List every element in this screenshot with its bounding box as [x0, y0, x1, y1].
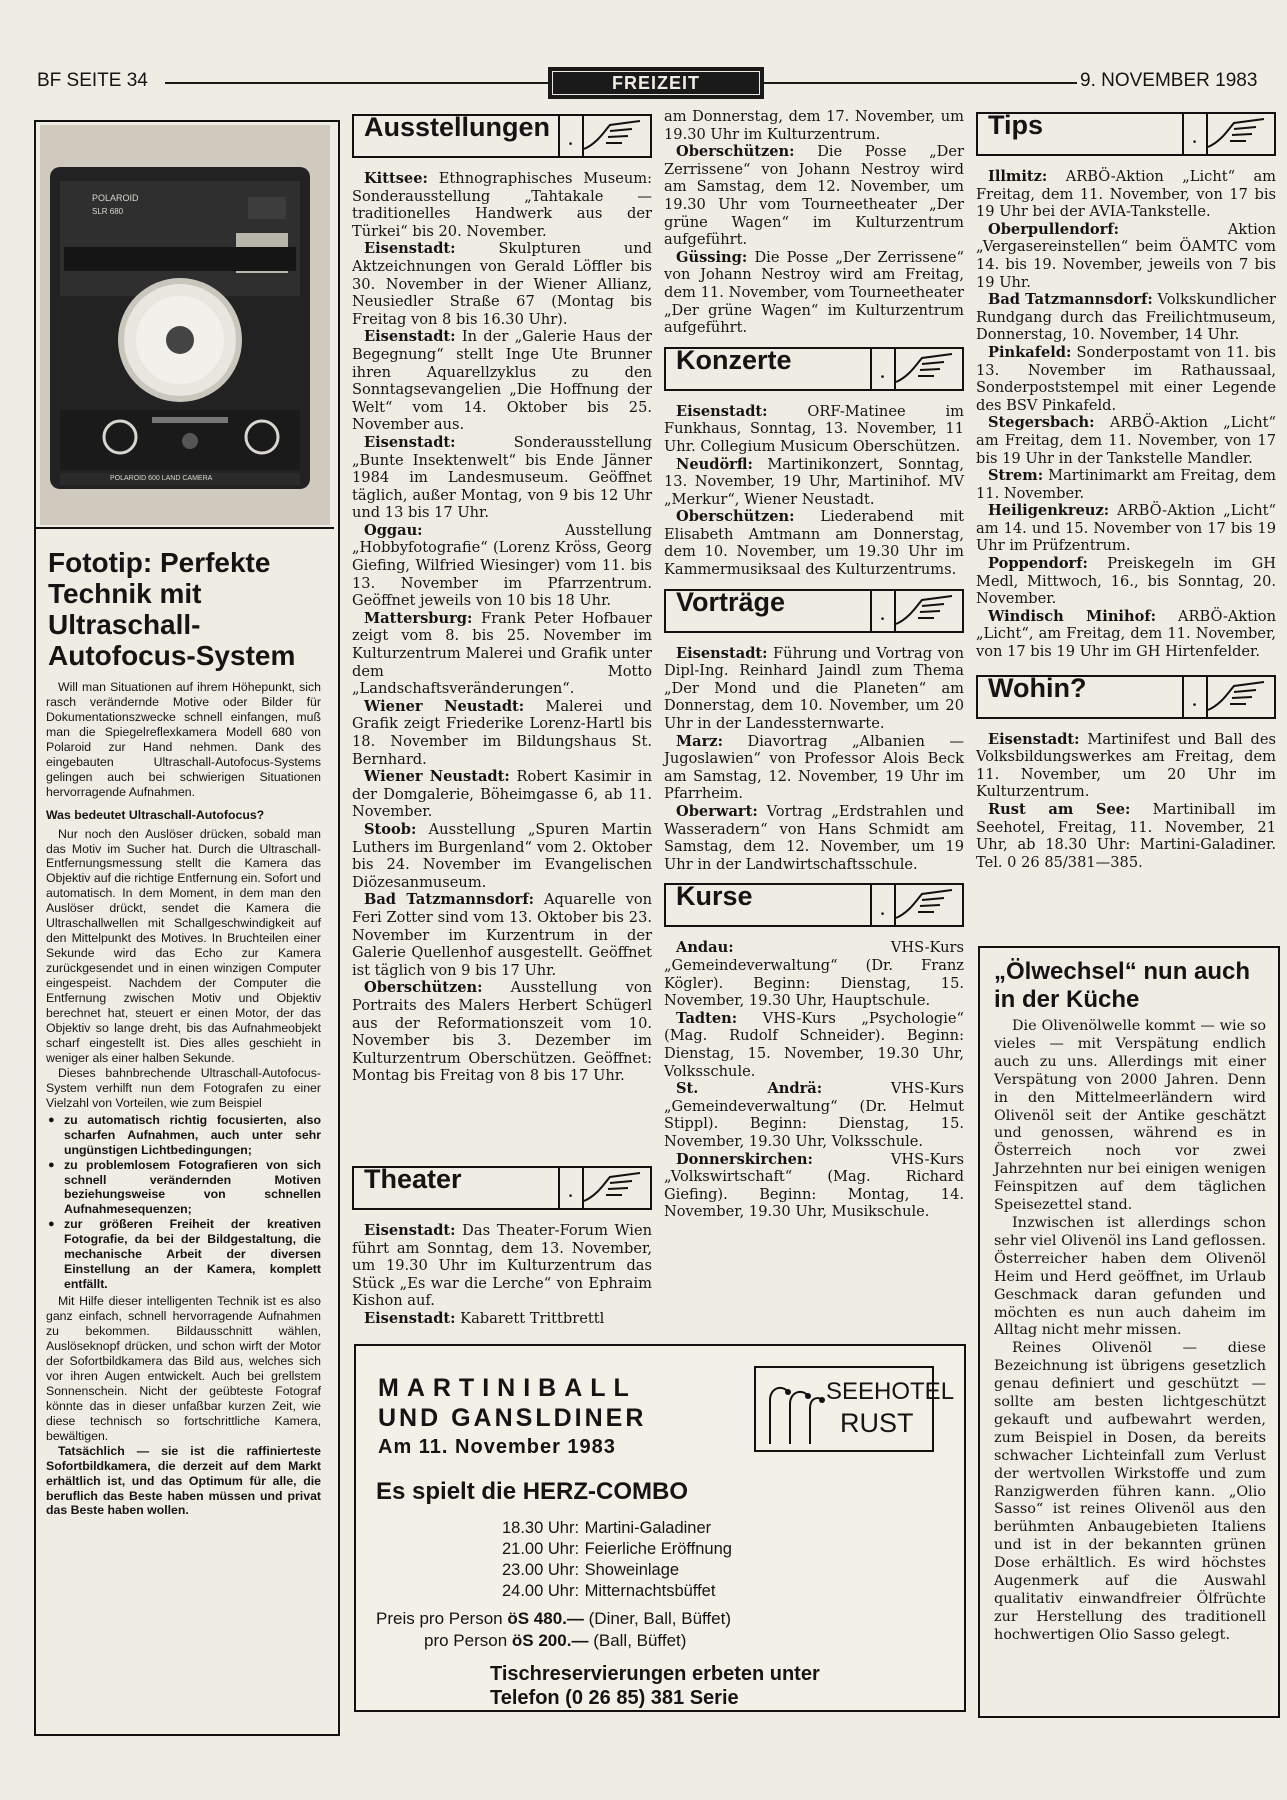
price-row: pro Person öS 200.— (Ball, Büffet) — [424, 1631, 687, 1650]
list-item: Oberschützen: Ausstellung von Portraits des Malers Herbert Schügerl aus der Reformationszeit vom 10. November bis 3. Dezember im Kulturzentrum Oberschützen. Geöffnet: Montag bis Freitag von 8 bis 17 Uhr. — [352, 979, 653, 1085]
fototip-title: Fototip: Perfekte Technik mit Ultraschall-Autofocus-System — [48, 547, 296, 671]
camera-model: SLR 680 — [92, 207, 124, 216]
oelwechsel-p2: Inzwischen ist allerdings schon sehr viel Olivenöl ins Land geflossen. Österreicher haben dem Olivenöl Heim und Herd geöffnet, im Urlaub Geschmack daran gefunden und möchten es nun auch daheim im Alltag nicht mehr missen. — [994, 1214, 1266, 1339]
camera-bottom-label: POLAROID 600 LAND CAMERA — [110, 475, 213, 482]
fototip-p4: Tatsächlich — sie ist die raffinierteste Sofortbildkamera, die derzeit auf dem Markt erhältlich ist, und das Optimum für alle, die beruflich das Beste haben müssen und privat das Beste haben wollen. — [46, 1443, 321, 1518]
tips-header — [976, 112, 1276, 156]
schedule-row: 18.30 Uhr: Martini-Galadiner — [502, 1519, 712, 1537]
reservation-line: Tischreservierungen erbeten unter — [490, 1663, 820, 1685]
list-item: Marz: Diavortrag „Albanien — Jugoslawien“ von Professor Alois Beck am Samstag, 12. November, 19 Uhr im Pfarrheim. — [664, 732, 964, 803]
ad-schedule — [502, 1518, 732, 1602]
list-item: Mattersburg: Frank Peter Hofbauer zeigt vom 8. bis 25. November im Kulturzentrum Malerei und Grafik unter dem Motto „Landschaftsveränderungen“. — [352, 609, 653, 698]
list-item: Windisch Minihof: ARBÖ-Aktion „Licht“, am Freitag, dem 11. November, von 17 bis 19 Uhr im GH Hirtenfelder. — [976, 607, 1276, 661]
list-item: Rust am See: Martiniball im Seehotel, Freitag, 11. November, 21 Uhr, ab 18.30 Uhr: Martini-Galadiner. Tel. 0 26 85/381—385. — [976, 801, 1276, 871]
pointing-hand-icon — [1204, 680, 1268, 714]
list-item: Oberschützen: Liederabend mit Elisabeth Amtmann am Donnerstag, dem 10. November, um 19.30 Uhr im Kammermusiksaal des Kulturzentrums. — [664, 508, 964, 579]
oelwechsel-p3: Reines Olivenöl — diese Bezeichnung ist übrigens gesetzlich genau definiert und geschützt — sollte am besten lichtgeschützt gekauft und aufbewahrt werden, zum Beispiel in Dosen, da bereits schwacher Lichteinfall zum Verlust der wertvollen Wirkstoffe und zum Ranzigwerden führen kann. „Olio Sasso“ ist reines Olivenöl aus den berühmten Anbaugebieten Italiens und ist in der bekannten grünen Dose erhältlich. Es wird höchstes Augenmerk auf die Auswahl qualitativ einwandfreier Ölfrüchte zur Herstellung des traditionell hochwertigen Olio Sasso gelegt. — [994, 1340, 1266, 1643]
list-item: Eisenstadt: Kabarett Trittbrettl — [364, 1309, 605, 1327]
oelwechsel-box — [978, 946, 1280, 1718]
list-item: Strem: Martinimarkt am Freitag, dem 11. November. — [976, 467, 1277, 502]
header-rule-right — [762, 82, 1077, 84]
list-item: St. Andrä: VHS-Kurs „Gemeindeverwaltung“ (Dr. Helmut Stippl). Beginn: Dienstag, 15. November, 19.30 Uhr, Volksschule. — [664, 1080, 964, 1150]
column-4 — [976, 108, 1276, 871]
list-item: Poppendorf: Preiskegeln im GH Medl, Mittwoch, 16., bis Sonntag, 20. November. — [976, 555, 1276, 608]
ad-line2: UND GANSLDINER — [378, 1404, 647, 1432]
list-item: Eisenstadt: Führung und Vortrag von Dipl-Ing. Reinhard Jaindl zum Thema „Der Mond und die Planeten“ am Donnerstag, dem 10. November, um 20 Uhr in der Landessternwarte. — [664, 644, 965, 733]
reservation-phone: Telefon (0 26 85) 381 Serie — [490, 1687, 739, 1709]
fototip-subhead: Was bedeutet Ultraschall-Autofocus? — [46, 807, 265, 822]
ausstellungen-list — [352, 170, 652, 1085]
pointing-hand-icon — [580, 1171, 644, 1205]
list-item: Bad Tatzmannsdorf: Aquarelle von Feri Zotter sind vom 13. Oktober bis 23. November im Kurzentrum in der Galerie Quellenhof ausgestellt. Geöffnet ist täglich von 9 bis 17 Uhr. — [352, 891, 653, 979]
section-title: Ausstellungen — [364, 112, 551, 142]
list-item: Wiener Neustadt: Robert Kasimir in der Domgalerie, Böheimgasse 6, ab 11. November. — [352, 768, 652, 821]
list-item: Kittsee: Ethnographisches Museum: Sonderausstellung „Tahtakale — traditionelles Handwerk aus der Türkei“ bis 20. November. — [352, 170, 653, 240]
fototip-p2: Dieses bahnbrechende Ultraschall-Autofocus-System verhilft nun dem Fotografen zu einer Vielzahl von Vorteilen, wie zum Beispiel — [46, 1065, 321, 1110]
issue-date: 9. NOVEMBER 1983 — [1080, 70, 1258, 91]
price-row: Preis pro Person öS 480.— (Diner, Ball, Büffet) — [376, 1609, 731, 1628]
bullet-box: . — [870, 591, 896, 631]
ad-reservation — [490, 1662, 820, 1710]
list-item: Eisenstadt: Das Theater-Forum Wien führt am Sonntag, dem 13. November, um 19.30 Uhr im Kulturzentrum das Stück „Es war die Lerche“ von Ephraim Kishon auf. — [352, 1222, 652, 1310]
list-item: Eisenstadt: ORF-Matinee im Funkhaus, Sonntag, 13. November, 11 Uhr. Collegium Musicum Oberschützen. — [664, 402, 964, 455]
bullet-box: . — [1182, 677, 1208, 717]
schedule-row: 23.00 Uhr: Showeinlage — [502, 1561, 680, 1579]
pointing-hand-icon — [892, 888, 956, 922]
theater-block — [352, 1162, 652, 1328]
list-item: Pinkafeld: Sonderpostamt von 11. bis 13. November im Rathaussaal, Sonderpoststempel mit einer Legende des BSV Pinkafeld. — [976, 343, 1276, 414]
list-item: Wiener Neustadt: Malerei und Grafik zeigt Friederike Lorenz-Hartl bis 18. November im Bildungshaus St. Bernhard. — [352, 697, 652, 768]
pointing-hand-icon — [892, 352, 956, 386]
fototip-p1: Nur noch den Auslöser drücken, sobald man das Motiv im Sucher hat. Durch die Ultraschall-Entfernungsmessung stellt die Kamera das Objektiv auf die richtige Entfernung ein. Sofort und automatisch. In dem Moment, in dem man den Auslöser drückt, sendet die Kamera die Ultraschallwellen mit Schallgeschwindigkeit auf den Mittelpunkt des Motives. In Bruchteilen einer Sekunde wird das Echo zur Kamera zurückgesendet und in einen winzigen Computer eingespeist. Nachdem der Computer die Entfernung zwischen Motiv und Objektiv berechnet hat, steuert er einen Motor, der das Objektiv so lange dreht, bis das Aufnahmeobjekt scharf eingestellt ist. Dies alles geschieht in weniger als einer halben Sekunde. — [46, 826, 321, 1065]
list-item: Illmitz: ARBÖ-Aktion „Licht“ am Freitag, dem 11. November, von 17 bis 19 Uhr bei der AVIA-Tankstelle. — [976, 168, 1276, 221]
camera-photo — [40, 125, 330, 525]
list-item: Heiligenkreuz: ARBÖ-Aktion „Licht“ am 14. und 15. November von 17 bis 19 Uhr im Prüfzentrum. — [976, 502, 1276, 555]
column-3 — [664, 108, 964, 1221]
section-title: Kurse — [676, 881, 753, 912]
column-2 — [352, 110, 652, 1085]
pointing-hand-icon — [1204, 117, 1268, 151]
photo-divider — [36, 527, 334, 529]
vortraege-header — [664, 586, 964, 633]
ausstellungen-header — [352, 114, 652, 158]
list-item: Eisenstadt: Martinifest und Ball des Volksbildungswerkes am Freitag, dem 11. November, um 20 Uhr im Kulturzentrum. — [976, 730, 1276, 801]
section-title: Wohin? — [988, 672, 1087, 703]
camera-brand: POLAROID — [92, 193, 139, 203]
fototip-intro: Will man Situationen auf ihrem Höhepunkt, sich rasch verändernde Motive oder Bilder für Dokumentationszwecke schnell einfangen, muß man die Spiegelreflexkamera Modell 680 von Polaroid zur Hand nehmen. Dank des eingebauten Ultraschall-Autofocus-Systems gelingen auch bei schwierigen Situationen hervorragende Aufnahmen. — [46, 680, 321, 799]
oelwechsel-body — [994, 1018, 1266, 1645]
fototip-body — [46, 680, 321, 1518]
section-label: FREIZEIT — [552, 71, 760, 95]
bullet-box: . — [558, 116, 584, 156]
fototip-bullets — [46, 1113, 321, 1292]
list-item: Stoob: Ausstellung „Spuren Martin Luthers im Burgenland“ vom 2. Oktober bis 24. November im Evangelischen Diözesanmuseum. — [352, 820, 652, 891]
section-title: Vorträge — [676, 586, 786, 617]
ad-combo: Es spielt die HERZ-COMBO — [376, 1478, 689, 1505]
logo-top: SEEHOTEL — [826, 1378, 955, 1405]
ad-prices — [376, 1608, 731, 1652]
continued-text: am Donnerstag, dem 17. November, um 19.30 Uhr im Kulturzentrum. — [664, 108, 964, 143]
list-item: Güssing: Die Posse „Der Zerrissene“ von Johann Nestroy wird am Freitag, dem 11. November, vom Tourneetheater „Der grüne Wagen“ im Kulturzentrum aufgeführt. — [664, 248, 965, 337]
logo-bottom: RUST — [840, 1408, 914, 1438]
section-title: Konzerte — [676, 344, 792, 375]
list-item: Stegersbach: ARBÖ-Aktion „Licht“ am Freitag, dem 11. November, von 17 bis 19 Uhr in der Tankstelle Mandler. — [976, 414, 1277, 467]
konzerte-header — [664, 344, 964, 391]
list-item: Oggau: Ausstellung „Hobbyfotografie“ (Lorenz Kröss, Georg Giefing, Wilfried Wiesinger) vom 11. bis 13. November im Pfarrzentrum. Geöffnet jeweils von 10 bis 18 Uhr. — [352, 521, 652, 610]
list-item: Eisenstadt: In der „Galerie Haus der Begegnung“ stellt Inge Ute Brunner ihren Aquarellzyklus zu den Sonntagsevangelien „Die Hoffnung der Welt“ vom 14. Oktober bis 25. November aus. — [352, 328, 653, 434]
camera-illustration — [40, 125, 330, 525]
list-item: Eisenstadt: Skulpturen und Aktzeichnungen von Gerald Löffler bis 30. November in der Wiener Allianz, Neusiedler Straße 67 (Montag bis Freitag von 8 bis 16.30 Uhr). — [352, 240, 652, 328]
theater-header — [352, 1166, 652, 1210]
section-title: Theater — [364, 1164, 462, 1194]
stork-icon — [760, 1370, 830, 1448]
fototip-bullet: ● zu automatisch richtig focusierten, also scharfen Aufnahmen, auch unter sehr ungünstigen Lichtbedingungen; — [64, 1113, 321, 1158]
bullet-box: . — [870, 885, 896, 925]
ad-line1: MARTINIBALL — [378, 1374, 637, 1402]
wohin-header — [976, 672, 1276, 719]
ad-date: Am 11. November 1983 — [378, 1436, 616, 1458]
fototip-p3: Mit Hilfe dieser intelligenten Technik ist es also ganz einfach, schnell hervorragende Aufnahmen zu bekommen. Bildausschnitt wählen, Auslöseknopf drücken, und schon wirft der Motor der Sofortbildkamera das Bild aus, welches sich vor ihren Augen entwickelt. Auch bei grellstem Sonnenschein. Nicht der geübteste Fotograf könnte das in dieser unfaßbar kurzen Zeit, wie diese technisch so fortschrittliche Kamera, bewältigen. — [46, 1294, 321, 1443]
section-label-box — [548, 67, 764, 99]
list-item: Oberwart: Vortrag „Erdstrahlen und Wasseradern“ von Hans Schmidt am Samstag, dem 12. November, um 19 Uhr in der Landwirtschaftsschule. — [664, 803, 964, 873]
pointing-hand-icon — [580, 119, 644, 153]
schedule-row: 21.00 Uhr: Feierliche Eröffnung — [502, 1540, 732, 1558]
list-item: Oberpullendorf: Aktion „Vergasereinstellen“ beim ÖAMTC vom 14. bis 19. November, jeweils von 7 bis 19 Uhr. — [976, 220, 1276, 291]
list-item: Bad Tatzmannsdorf: Volkskundlicher Rundgang durch das Freilichtmuseum, Donnerstag, 10. November, 14 Uhr. — [976, 291, 1277, 344]
seehotel-rust-logo — [754, 1366, 955, 1452]
list-item: Tadten: VHS-Kurs „Psychologie“ (Mag. Rudolf Schneider). Beginn: Dienstag, 15. November, 19.30 Uhr, Volksschule. — [664, 1009, 964, 1080]
list-item: Oberschützen: Die Posse „Der Zerrissene“ von Johann Nestroy wird am Samstag, dem 12. November, um 19.30 Uhr vom Tourneetheater „Der grüne Wagen“ im Kulturzentrum aufgeführt. — [664, 143, 964, 249]
oelwechsel-title: „Ölwechsel“ nun auch in der Küche — [994, 958, 1251, 1013]
section-title: Tips — [988, 110, 1044, 140]
bullet-box: . — [1182, 114, 1208, 154]
bullet-box: . — [870, 349, 896, 389]
pointing-hand-icon — [892, 594, 956, 628]
fototip-bullet: ● zur größeren Freiheit der kreativen Fotografie, da bei der Bildgestaltung, die mechanische Arbeit der diversen Einstellung an der Kamera, komplett entfällt. — [64, 1217, 321, 1292]
schedule-row: 24.00 Uhr: Mitternachtsbüffet — [502, 1582, 716, 1600]
oelwechsel-p1: Die Olivenölwelle kommt — wie so vieles — mit Verspätung endlich auch zu uns. Allerdings mit einer Verspätung von 2000 Jahren. Denn in den Mittelmeerländern wird Olivenöl seit der Antike geschätzt und genossen, während es in Österreich noch vor zwei Jahrzehnten nur bei einigen wenigen Feinspitzen auf dem täglichen Speisezettel stand. — [994, 1018, 1266, 1214]
fototip-bullet: ● zu problemlosem Fotografieren von sich schnell verändernden Motiven beziehungsweise von schnellen Aufnahmesequenzen; — [64, 1158, 321, 1218]
martiniball-ad — [354, 1344, 966, 1712]
list-item: Neudörfl: Martinikonzert, Sonntag, 13. November, 19 Uhr, Martinihof. MV „Merkur“, Wiener Neustadt. — [664, 455, 964, 508]
header-rule-left — [165, 82, 548, 84]
list-item: Donnerskirchen: VHS-Kurs „Volkswirtschaft“ (Mag. Richard Giefing). Beginn: Montag, 14. November, 19.30 Uhr, Musikschule. — [664, 1150, 964, 1221]
list-item: Eisenstadt: Sonderausstellung „Bunte Insektenwelt“ bis Ende Jänner 1984 im Landesmuseum. Geöffnet täglich, außer Montag, von 9 bis 12 Uhr und 13 bis 17 Uhr. — [352, 433, 652, 522]
page-number: BF SEITE 34 — [37, 70, 148, 91]
kurse-header — [664, 883, 964, 927]
bullet-box: . — [558, 1168, 584, 1208]
list-item: Andau: VHS-Kurs „Gemeindeverwaltung“ (Dr. Franz Kögler). Beginn: Dienstag, 15. November, 19.30 Uhr, Hauptschule. — [664, 939, 964, 1010]
